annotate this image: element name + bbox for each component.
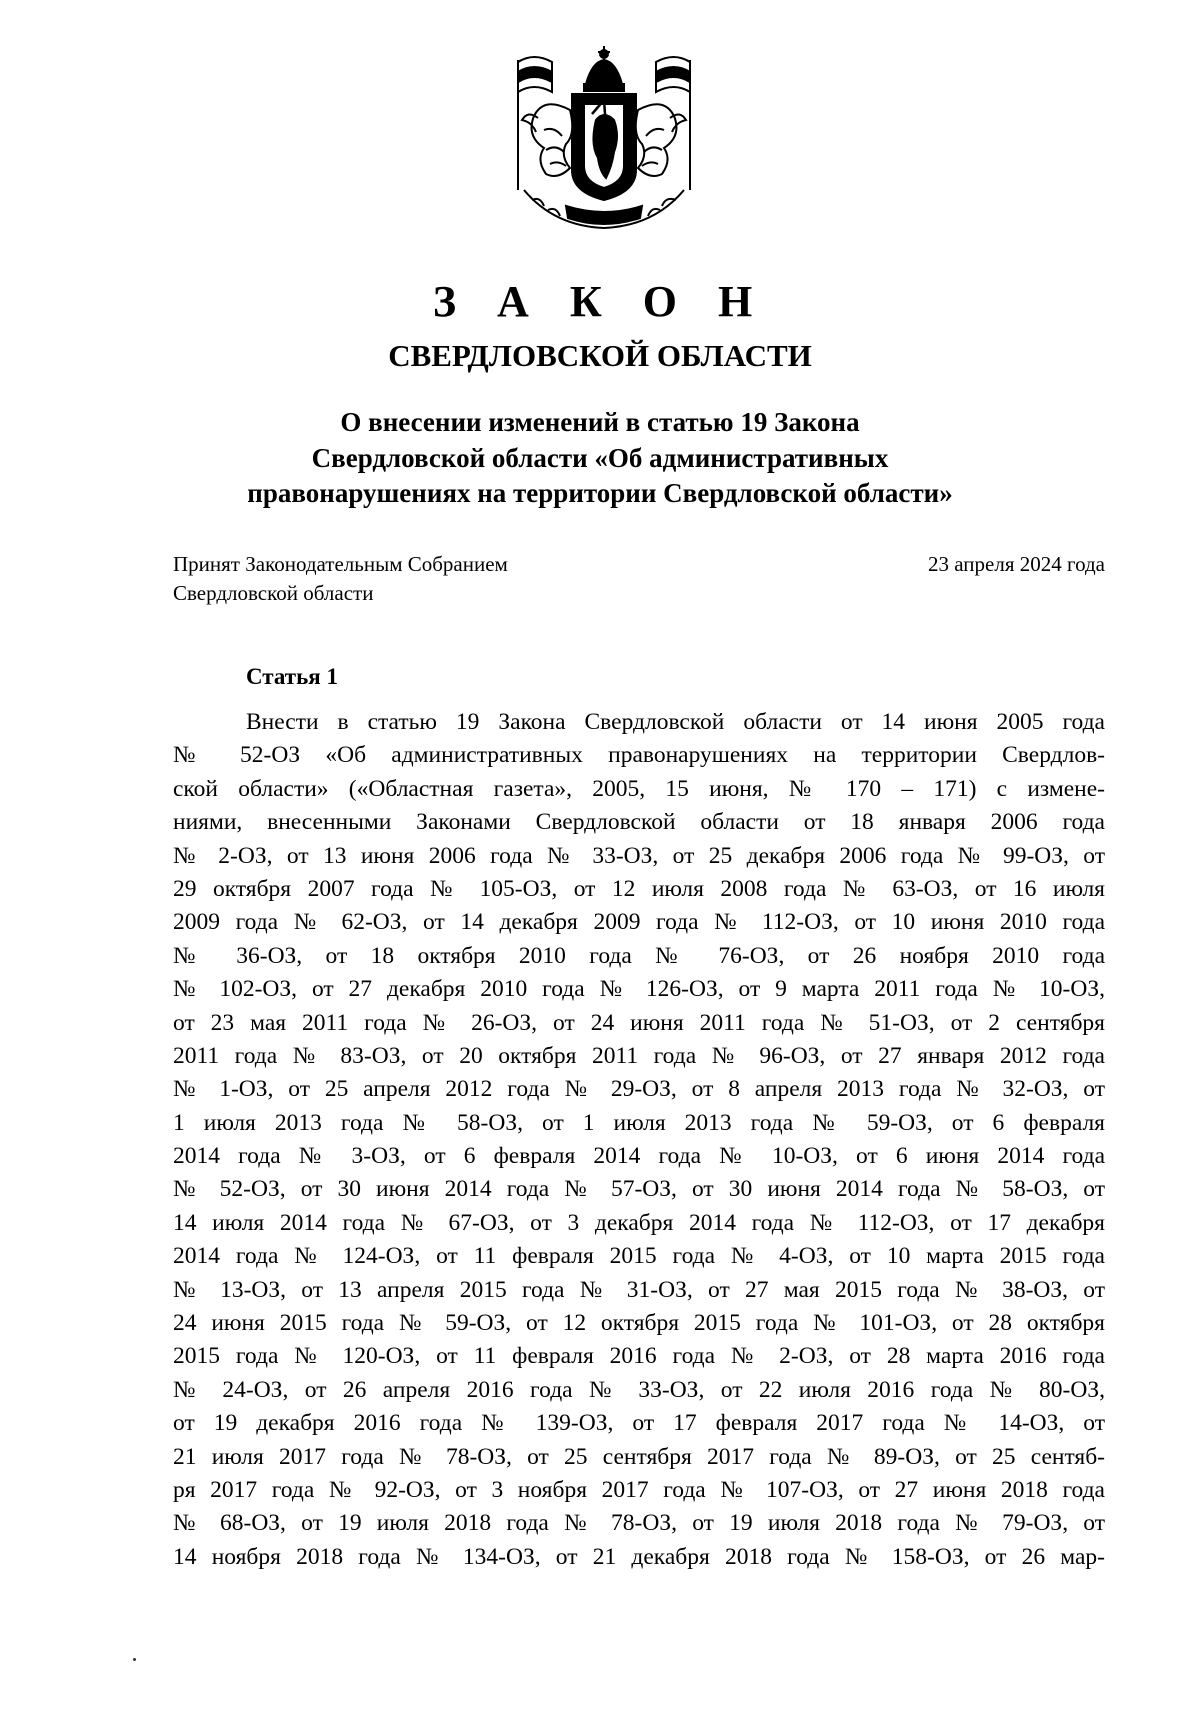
coat-of-arms-emblem (474, 40, 734, 236)
region-title: СВЕРДЛОВСКОЙ ОБЛАСТИ (388, 338, 812, 373)
article-body-line: от 19 декабря 2016 года № 139-ОЗ, от 17 февраля 2017 года № 14-ОЗ, от (173, 1410, 1105, 1437)
article-body-line: № 52-ОЗ «Об административных правонарушениях на территории Свердлов- (173, 742, 1105, 769)
article-body-line: 14 июля 2014 года № 67-ОЗ, от 3 декабря 2014 года № 112-ОЗ, от 17 декабря (173, 1209, 1105, 1236)
adoption-line: Принят Законодательным Собранием (173, 552, 508, 576)
article-body-line: 24 июня 2015 года № 59-ОЗ, от 12 октября 2015 года № 101-ОЗ, от 28 октября (173, 1310, 1105, 1337)
article-body-line: 2009 года № 62-ОЗ, от 14 декабря 2009 года № 112-ОЗ, от 10 июня 2010 года (173, 909, 1105, 936)
law-title: З А К О Н (432, 277, 768, 326)
article-body-line: 2014 года № 3-ОЗ, от 6 февраля 2014 года № 10-ОЗ, от 6 июня 2014 года (173, 1143, 1105, 1170)
adoption-line: Свердловской области (173, 581, 374, 605)
article-body-line: № 102-ОЗ, от 27 декабря 2010 года № 126-ОЗ, от 9 марта 2011 года № 10-ОЗ, (173, 976, 1105, 1003)
article-body-line: 2014 года № 124-ОЗ, от 11 февраля 2015 года № 4-ОЗ, от 10 марта 2015 года (173, 1243, 1105, 1270)
adoption-date: 23 апреля 2024 года (928, 552, 1105, 576)
article-body-line: № 52-ОЗ, от 30 июня 2014 года № 57-ОЗ, от 30 июня 2014 года № 58-ОЗ, от (173, 1176, 1105, 1203)
article-body-line: № 24-ОЗ, от 26 апреля 2016 года № 33-ОЗ, от 22 июля 2016 года № 80-ОЗ, (173, 1376, 1105, 1403)
article-body-line: ниями, внесенными Законами Свердловской области от 18 января 2006 года (173, 809, 1105, 836)
article-body-line: № 13-ОЗ, от 13 апреля 2015 года № 31-ОЗ, от 27 мая 2015 года № 38-ОЗ, от (173, 1276, 1105, 1303)
article-body-line: 14 ноября 2018 года № 134-ОЗ, от 21 декабря 2018 года № 158-ОЗ, от 26 мар- (173, 1543, 1105, 1570)
article-body-line: ря 2017 года № 92-ОЗ, от 3 ноября 2017 года № 107-ОЗ, от 27 июня 2018 года (173, 1476, 1105, 1503)
law-subject (0, 405, 1200, 512)
article-body-line: № 68-ОЗ, от 19 июля 2018 года № 78-ОЗ, от 19 июля 2018 года № 79-ОЗ, от (173, 1510, 1105, 1537)
article-body-line: 29 октября 2007 года № 105-ОЗ, от 12 июля 2008 года № 63-ОЗ, от 16 июля (173, 875, 1105, 902)
article-body-line: 21 июля 2017 года № 78-ОЗ, от 25 сентября 2017 года № 89-ОЗ, от 25 сентяб- (173, 1443, 1105, 1470)
article-heading: Статья 1 (246, 664, 338, 689)
article-body-line: 1 июля 2013 года № 58-ОЗ, от 1 июля 2013 года № 59-ОЗ, от 6 февраля (173, 1109, 1105, 1136)
article-body-line: № 36-ОЗ, от 18 октября 2010 года № 76-ОЗ, от 26 ноября 2010 года (173, 942, 1105, 969)
article-body (173, 706, 1105, 1574)
article-body-line: № 2-ОЗ, от 13 июня 2006 года № 33-ОЗ, от 25 декабря 2006 года № 99-ОЗ, от (173, 842, 1105, 869)
article-body-line: от 23 мая 2011 года № 26-ОЗ, от 24 июня 2011 года № 51-ОЗ, от 2 сентября (173, 1009, 1105, 1036)
article-body-line: № 1-ОЗ, от 25 апреля 2012 года № 29-ОЗ, от 8 апреля 2013 года № 32-ОЗ, от (173, 1076, 1105, 1103)
article-body-line: Внести в статью 19 Закона Свердловской области от 14 июня 2005 года (246, 709, 1105, 735)
adoption-statement (173, 550, 508, 608)
subject-line: правонарушениях на территории Свердловской области» (247, 478, 953, 508)
scan-speck (133, 1658, 136, 1661)
article-body-line: 2015 года № 120-ОЗ, от 11 февраля 2016 года № 2-ОЗ, от 28 марта 2016 года (173, 1343, 1105, 1370)
subject-line: Свердловской области «Об административных (311, 442, 889, 473)
subject-line: О внесении изменений в статью 19 Закона (340, 407, 860, 437)
article-body-line: 2011 года № 83-ОЗ, от 20 октября 2011 года № 96-ОЗ, от 27 января 2012 года (173, 1042, 1105, 1069)
article-body-line: ской области» («Областная газета», 2005, 15 июня, № 170 – 171) с измене- (173, 775, 1105, 802)
